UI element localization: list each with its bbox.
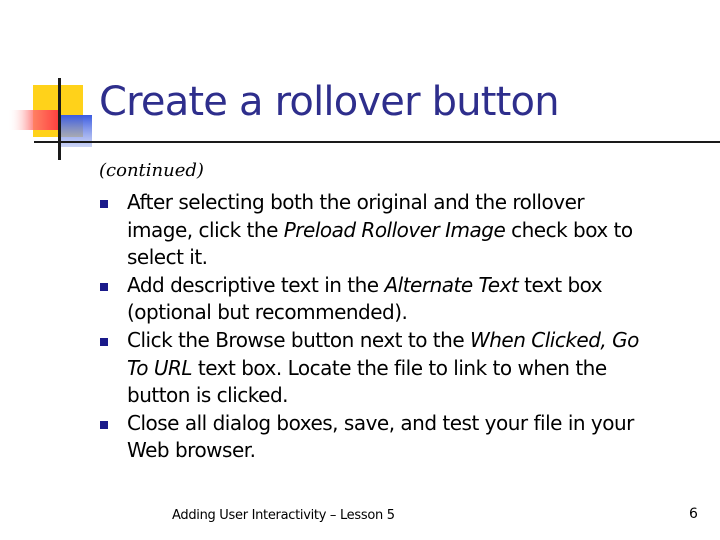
text-segment: (optional but recommended).	[127, 300, 408, 325]
text-segment: After selecting both the original and the rollover	[127, 190, 585, 214]
text-segment: text box	[518, 272, 603, 297]
text-segment: text box. Locate the file to link to when the	[192, 355, 607, 380]
slide-subtitle: (continued)	[99, 160, 204, 181]
bullet-line	[127, 299, 407, 325]
bullet-line	[127, 244, 208, 270]
text-segment: select it.	[127, 245, 208, 270]
text-segment: Web browser.	[127, 438, 256, 463]
bullet-line	[127, 327, 639, 353]
text-segment: button is clicked.	[127, 383, 288, 408]
italic-text: When Clicked, Go	[469, 328, 639, 352]
bullet-marker	[100, 200, 108, 208]
bullet-line	[127, 355, 607, 381]
text-segment: Close all dialog boxes, save, and test your file in your	[127, 410, 634, 435]
page-number: 6	[689, 506, 698, 522]
bullet-line	[127, 382, 288, 408]
bullet-line	[127, 437, 256, 463]
text-segment: check box to	[505, 217, 633, 242]
bullet-marker	[100, 338, 108, 346]
bullet-line	[127, 217, 633, 243]
text-segment: Add descriptive text in the	[127, 272, 385, 297]
italic-text: Alternate Text	[384, 272, 519, 297]
italic-text: To URL	[127, 355, 193, 380]
bullet-marker	[100, 421, 108, 429]
slide-title: Create a rollover button	[99, 79, 559, 125]
text-segment: Click the Browse button next to the	[127, 328, 470, 352]
footer-text: Adding User Interactivity – Lesson 5	[172, 508, 395, 523]
italic-text: Preload Rollover Image	[283, 217, 506, 242]
bullet-line	[127, 189, 584, 215]
bullet-line	[127, 272, 602, 298]
text-segment: image, click the	[127, 217, 284, 242]
bullet-line	[127, 410, 634, 436]
bullet-marker	[100, 283, 108, 291]
